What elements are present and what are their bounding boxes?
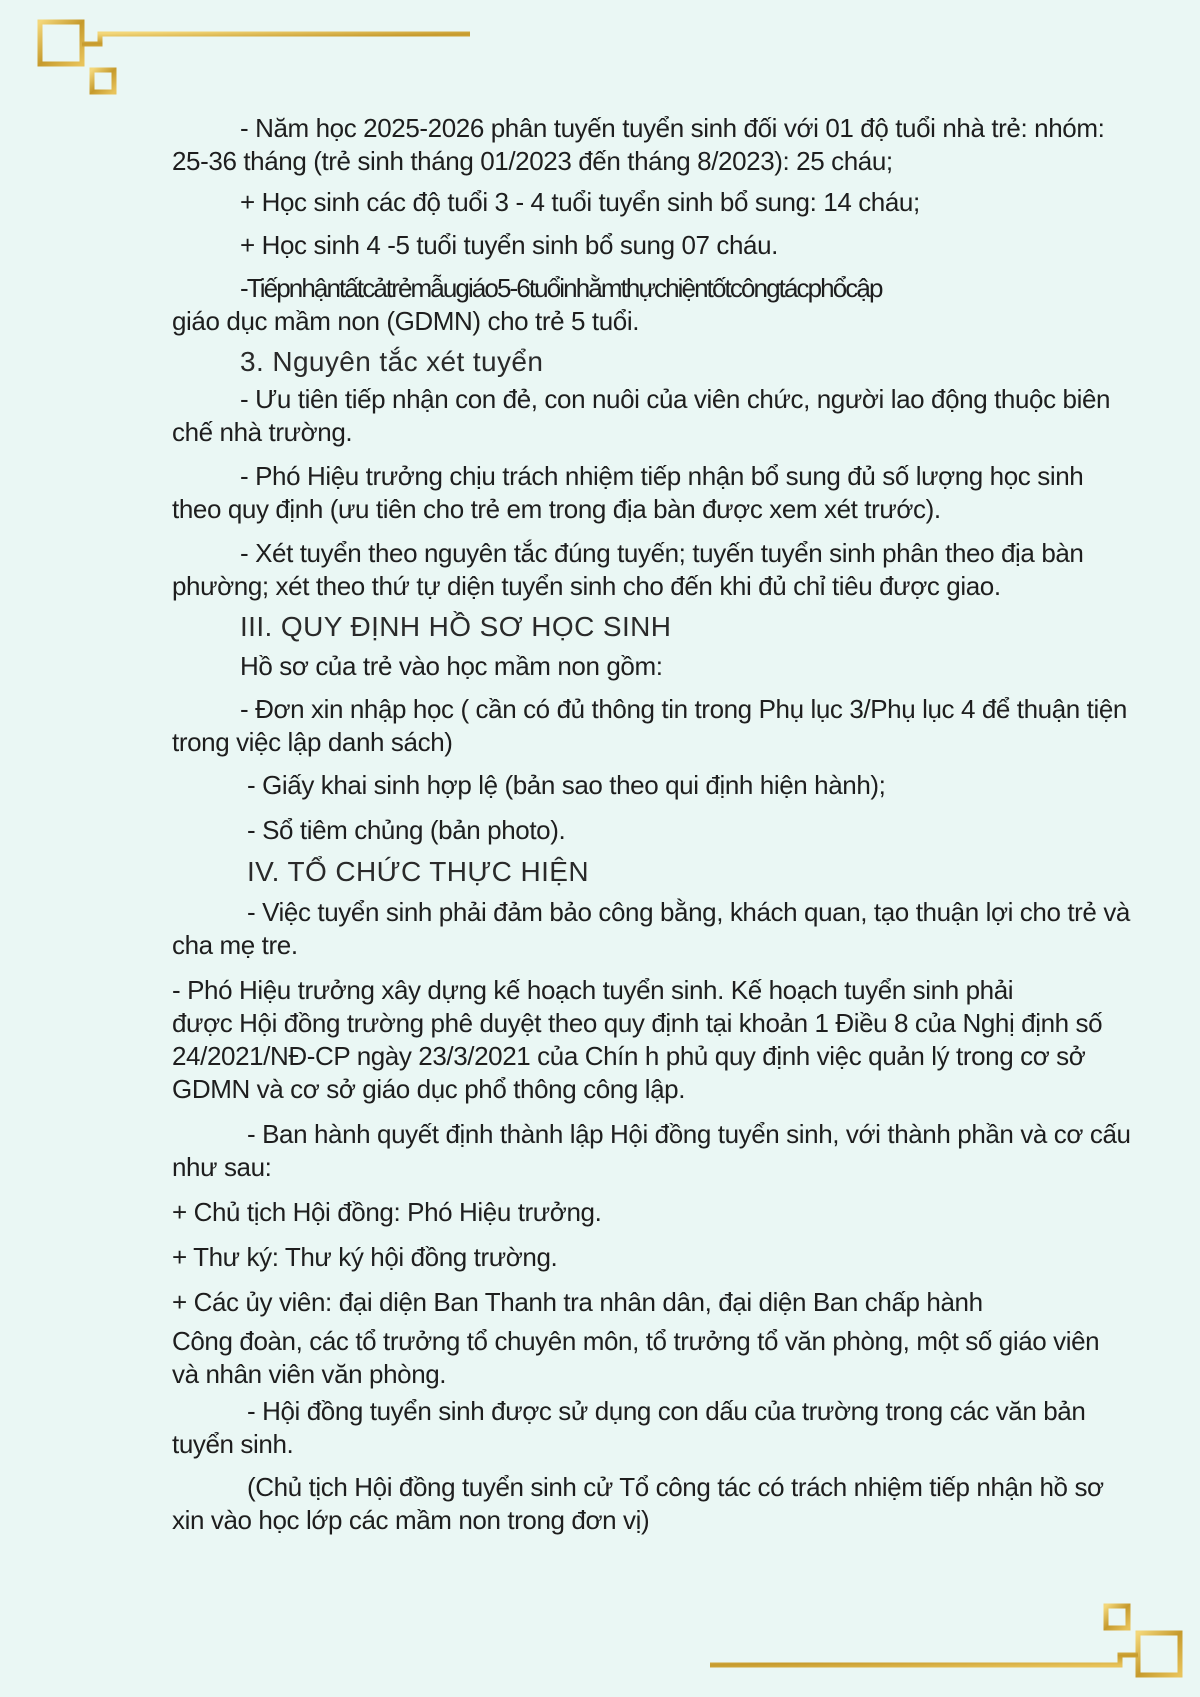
section-heading-quy-dinh-ho-so: III. QUY ĐỊNH HỒ SƠ HỌC SINH: [240, 611, 672, 642]
paragraph-pho-cap-gdmn: giáo dục mầm non (GDMN) cho trẻ 5 tuổi.: [172, 306, 640, 336]
paragraph-giay-khai-sinh: - Giấy khai sinh hợp lệ (bản sao theo qui định hiện hành);: [247, 770, 886, 800]
paragraph-tuyen-sinh-nha-tre: - Năm học 2025-2026 phân tuyến tuyển sinh đối với 01 độ tuổi nhà trẻ: nhóm: 25-36 tháng (trẻ sinh tháng 01/2023 đến tháng 8/2023): 25 cháu;: [172, 113, 1105, 176]
paragraph-hoc-sinh-4-5-tuoi: + Học sinh 4 -5 tuổi tuyển sinh bổ sung 07 cháu.: [240, 230, 778, 260]
paragraph-so-tiem-chung: - Sổ tiêm chủng (bản photo).: [247, 815, 566, 845]
paragraph-hoi-dong-phe-duyet: được Hội đồng trường phê duyệt theo quy định tại khoản 1 Điều 8 của Nghị định số 24/2021/NĐ-CP ngày 23/3/2021 của Chín h phủ quy định việc quản lý trong cơ sở GDMN và cơ sở giáo dục phổ thông công lập.: [172, 1008, 1103, 1104]
paragraph-xet-tuyen-dung-tuyen: - Xét tuyển theo nguyên tắc đúng tuyến; tuyến tuyển sinh phân theo địa bàn phường; xét theo thứ tự diện tuyển sinh cho đến khi đủ chỉ tiêu được giao.: [172, 538, 1084, 601]
paragraph-to-cong-tac: (Chủ tịch Hội đồng tuyển sinh cử Tổ công tác có trách nhiệm tiếp nhận hồ sơ xin vào học lớp các mầm non trong đơn vị): [172, 1472, 1104, 1535]
paragraph-pho-hieu-truong-tiep-nhan: - Phó Hiệu trưởng chịu trách nhiệm tiếp nhận bổ sung đủ số lượng học sinh theo quy định (ưu tiên cho trẻ em trong địa bàn được xem xét trước).: [172, 461, 1084, 524]
section-heading-to-chuc-thuc-hien: IV. TỔ CHỨC THỰC HIỆN: [247, 856, 589, 887]
paragraph-cac-uy-vien: + Các ủy viên: đại diện Ban Thanh tra nhân dân, đại diện Ban chấp hành: [172, 1287, 983, 1317]
paragraph-tiep-nhan-tre-mau-giao: -Tiếpnhậntấtcảtrẻmẫugiáo5-6tuổinhằmthựchiệntốtcôngtácphổcập: [240, 273, 882, 303]
paragraph-cong-bang-khach-quan: - Việc tuyển sinh phải đảm bảo công bằng, khách quan, tạo thuận lợi cho trẻ và cha mẹ tre.: [172, 897, 1130, 960]
paragraph-don-xin-nhap-hoc: - Đơn xin nhập học ( cần có đủ thông tin trong Phụ lục 3/Phụ lục 4 để thuận tiện trong việc lập danh sách): [172, 694, 1127, 757]
paragraph-thu-ky: + Thư ký: Thư ký hội đồng trường.: [172, 1242, 558, 1272]
paragraph-cong-doan: Công đoàn, các tổ trưởng tổ chuyên môn, tổ trưởng tổ văn phòng, một số giáo viên và nhân viên văn phòng.: [172, 1326, 1100, 1389]
paragraph-uu-tien-tiep-nhan: - Ưu tiên tiếp nhận con đẻ, con nuôi của viên chức, người lao động thuộc biên chế nhà trường.: [172, 384, 1111, 447]
paragraph-hoc-sinh-3-4-tuoi: + Học sinh các độ tuổi 3 - 4 tuổi tuyển sinh bổ sung: 14 cháu;: [240, 187, 920, 217]
document-body: [172, 112, 1132, 1537]
paragraph-chu-tich-hoi-dong: + Chủ tịch Hội đồng: Phó Hiệu trưởng.: [172, 1197, 602, 1227]
section-heading-nguyen-tac-xet-tuyen: 3. Nguyên tắc xét tuyển: [240, 346, 544, 377]
paragraph-con-dau: - Hội đồng tuyển sinh được sử dụng con dấu của trường trong các văn bản tuyển sinh.: [172, 1396, 1086, 1459]
paragraph-thanh-lap-hoi-dong: - Ban hành quyết định thành lập Hội đồng tuyển sinh, với thành phần và cơ cấu như sau:: [172, 1119, 1131, 1182]
paragraph-ho-so-gom: Hồ sơ của trẻ vào học mầm non gồm:: [240, 651, 663, 681]
paragraph-ke-hoach-tuyen-sinh: - Phó Hiệu trưởng xây dựng kế hoạch tuyển sinh. Kế hoạch tuyển sinh phải: [172, 975, 1014, 1005]
